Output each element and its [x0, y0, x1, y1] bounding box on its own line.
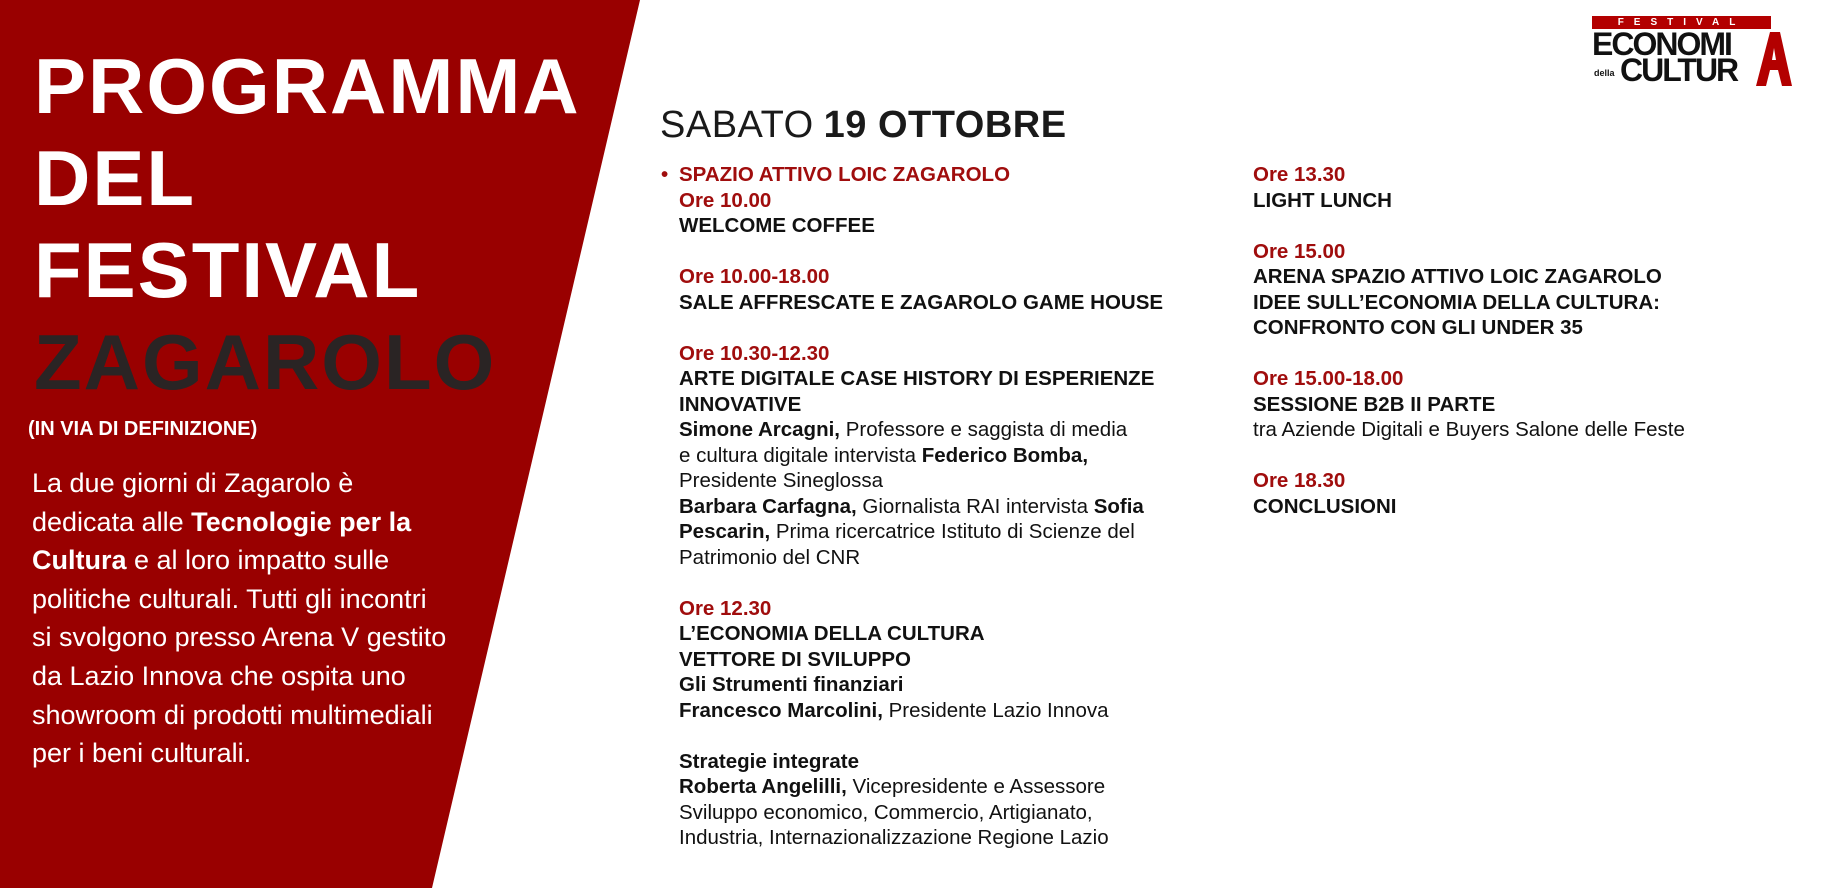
session-3-title-1: ARTE DIGITALE CASE HISTORY DI ESPERIENZE	[679, 367, 1155, 390]
session-4-title-1: L’ECONOMIA DELLA CULTURA	[679, 622, 985, 645]
logo-word-della: della	[1594, 68, 1615, 78]
title-line-4: ZAGAROLO	[34, 318, 497, 406]
speaker-angelilli: Roberta Angelilli,	[679, 775, 847, 798]
session-4-speaker-2-line-3: Industria, Internazionalizzazione Regione Lazio	[679, 826, 1109, 849]
session-5-title: LIGHT LUNCH	[1253, 188, 1392, 212]
speaker-carfagna: Barbara Carfagna,	[679, 494, 857, 518]
session-2-time: Ore 10.00-18.00	[679, 265, 830, 288]
speaker-sofia: Sofia	[1093, 494, 1144, 518]
session-3-line-2	[679, 443, 1219, 469]
session-4-subtitle-2: Strategie integrate	[679, 749, 859, 773]
speaker-angelilli-role: Vicepresidente e Assessore	[846, 775, 1106, 798]
intro-paragraph	[32, 464, 452, 773]
title-line-2: DEL	[34, 134, 196, 222]
intro-text-2: e al loro impatto sulle politiche culturali. Tutti gli incontri si svolgono presso Arena V gestito da Lazio Innova che ospita uno showroom di prodotti multimediali per i beni culturali.	[32, 545, 447, 769]
program-column-1	[661, 162, 1219, 851]
program-column-2	[1253, 162, 1813, 519]
session-2-title: SALE AFFRESCATE E ZAGAROLO GAME HOUSE	[679, 290, 1164, 314]
speaker-pescarin-role: Prima ricercatrice Istituto di Scienze del	[770, 520, 1135, 543]
logo-red-a-icon	[1756, 32, 1792, 86]
date-date: 19 OTTOBRE	[823, 104, 1067, 146]
logo-festival-bar: FESTIVAL	[1592, 16, 1771, 29]
speaker-bomba: Federico Bomba,	[921, 443, 1089, 467]
session-6-line-3: CONFRONTO CON GLI UNDER 35	[1253, 316, 1583, 339]
session-3-line-1	[679, 417, 1219, 443]
session-4-speaker-2	[679, 774, 1219, 800]
session-3-title-2: INNOVATIVE	[679, 392, 802, 416]
session-7-time: Ore 15.00-18.00	[1253, 367, 1404, 390]
session-4-subtitle-1: Gli Strumenti finanziari	[679, 673, 904, 696]
title-line-1: PROGRAMMA	[34, 42, 581, 130]
session-8-time: Ore 18.30	[1253, 469, 1346, 492]
session-3-line-6: Patrimonio del CNR	[679, 545, 861, 569]
session-7-text: tra Aziende Digitali e Buyers Salone delle Feste	[1253, 418, 1685, 441]
logo-word-cultur: CULTUR	[1620, 52, 1738, 88]
title-line-3: FESTIVAL	[34, 226, 422, 314]
speaker-marcolini-role: Presidente Lazio Innova	[882, 698, 1109, 722]
speaker-pescarin: Pescarin,	[679, 520, 771, 543]
venue-text: SPAZIO ATTIVO LOIC ZAGAROLO	[679, 163, 1011, 186]
session-1-title: WELCOME COFFEE	[679, 214, 875, 237]
session-8-title: CONCLUSIONI	[1253, 494, 1397, 518]
session-3-line-4	[679, 494, 1219, 520]
festival-title	[34, 40, 581, 408]
session-6-time: Ore 15.00	[1253, 239, 1346, 263]
session-4-speaker-2-line-2: Sviluppo economico, Commercio, Artigianato,	[679, 800, 1093, 824]
subtitle: (IN VIA DI DEFINIZIONE)	[28, 418, 258, 440]
session-3-line-5	[679, 519, 1219, 545]
festival-logo	[1592, 16, 1792, 86]
session-4-speaker-1	[679, 698, 1219, 724]
speaker-marcolini: Francesco Marcolini,	[679, 698, 883, 722]
speaker-arcagni: Simone Arcagni,	[679, 418, 840, 441]
session-5-time: Ore 13.30	[1253, 163, 1346, 186]
session-4-time: Ore 12.30	[679, 596, 772, 620]
session-6-line-1: ARENA SPAZIO ATTIVO LOIC ZAGAROLO	[1253, 265, 1662, 288]
speaker-carfagna-role: Giornalista RAI intervista	[856, 494, 1094, 518]
session-7-title: SESSIONE B2B II PARTE	[1253, 392, 1496, 416]
session-6-line-2: IDEE SULL’ECONOMIA DELLA CULTURA:	[1253, 290, 1660, 314]
intro-text-1: La due giorni di Zagarolo è dedicata alle	[32, 468, 354, 537]
date-day: SABATO	[660, 104, 814, 146]
session-1-time: Ore 10.00	[679, 188, 772, 212]
session-3-time: Ore 10.30-12.30	[679, 341, 830, 365]
intro-bold-1: Tecnologie per la Cultura	[32, 506, 412, 576]
session-3-line-3: Presidente Sineglossa	[679, 469, 883, 492]
date-heading	[660, 100, 1067, 150]
speaker-arcagni-role: Professore e saggista di media	[840, 418, 1128, 441]
bullet-icon: •	[661, 163, 669, 186]
session-4-title-2: VETTORE DI SVILUPPO	[679, 647, 911, 671]
logo-word-economi: ECONOMI	[1592, 26, 1731, 62]
session-3-line-2-text: e cultura digitale intervista	[679, 443, 922, 467]
venue-label	[661, 162, 1219, 188]
